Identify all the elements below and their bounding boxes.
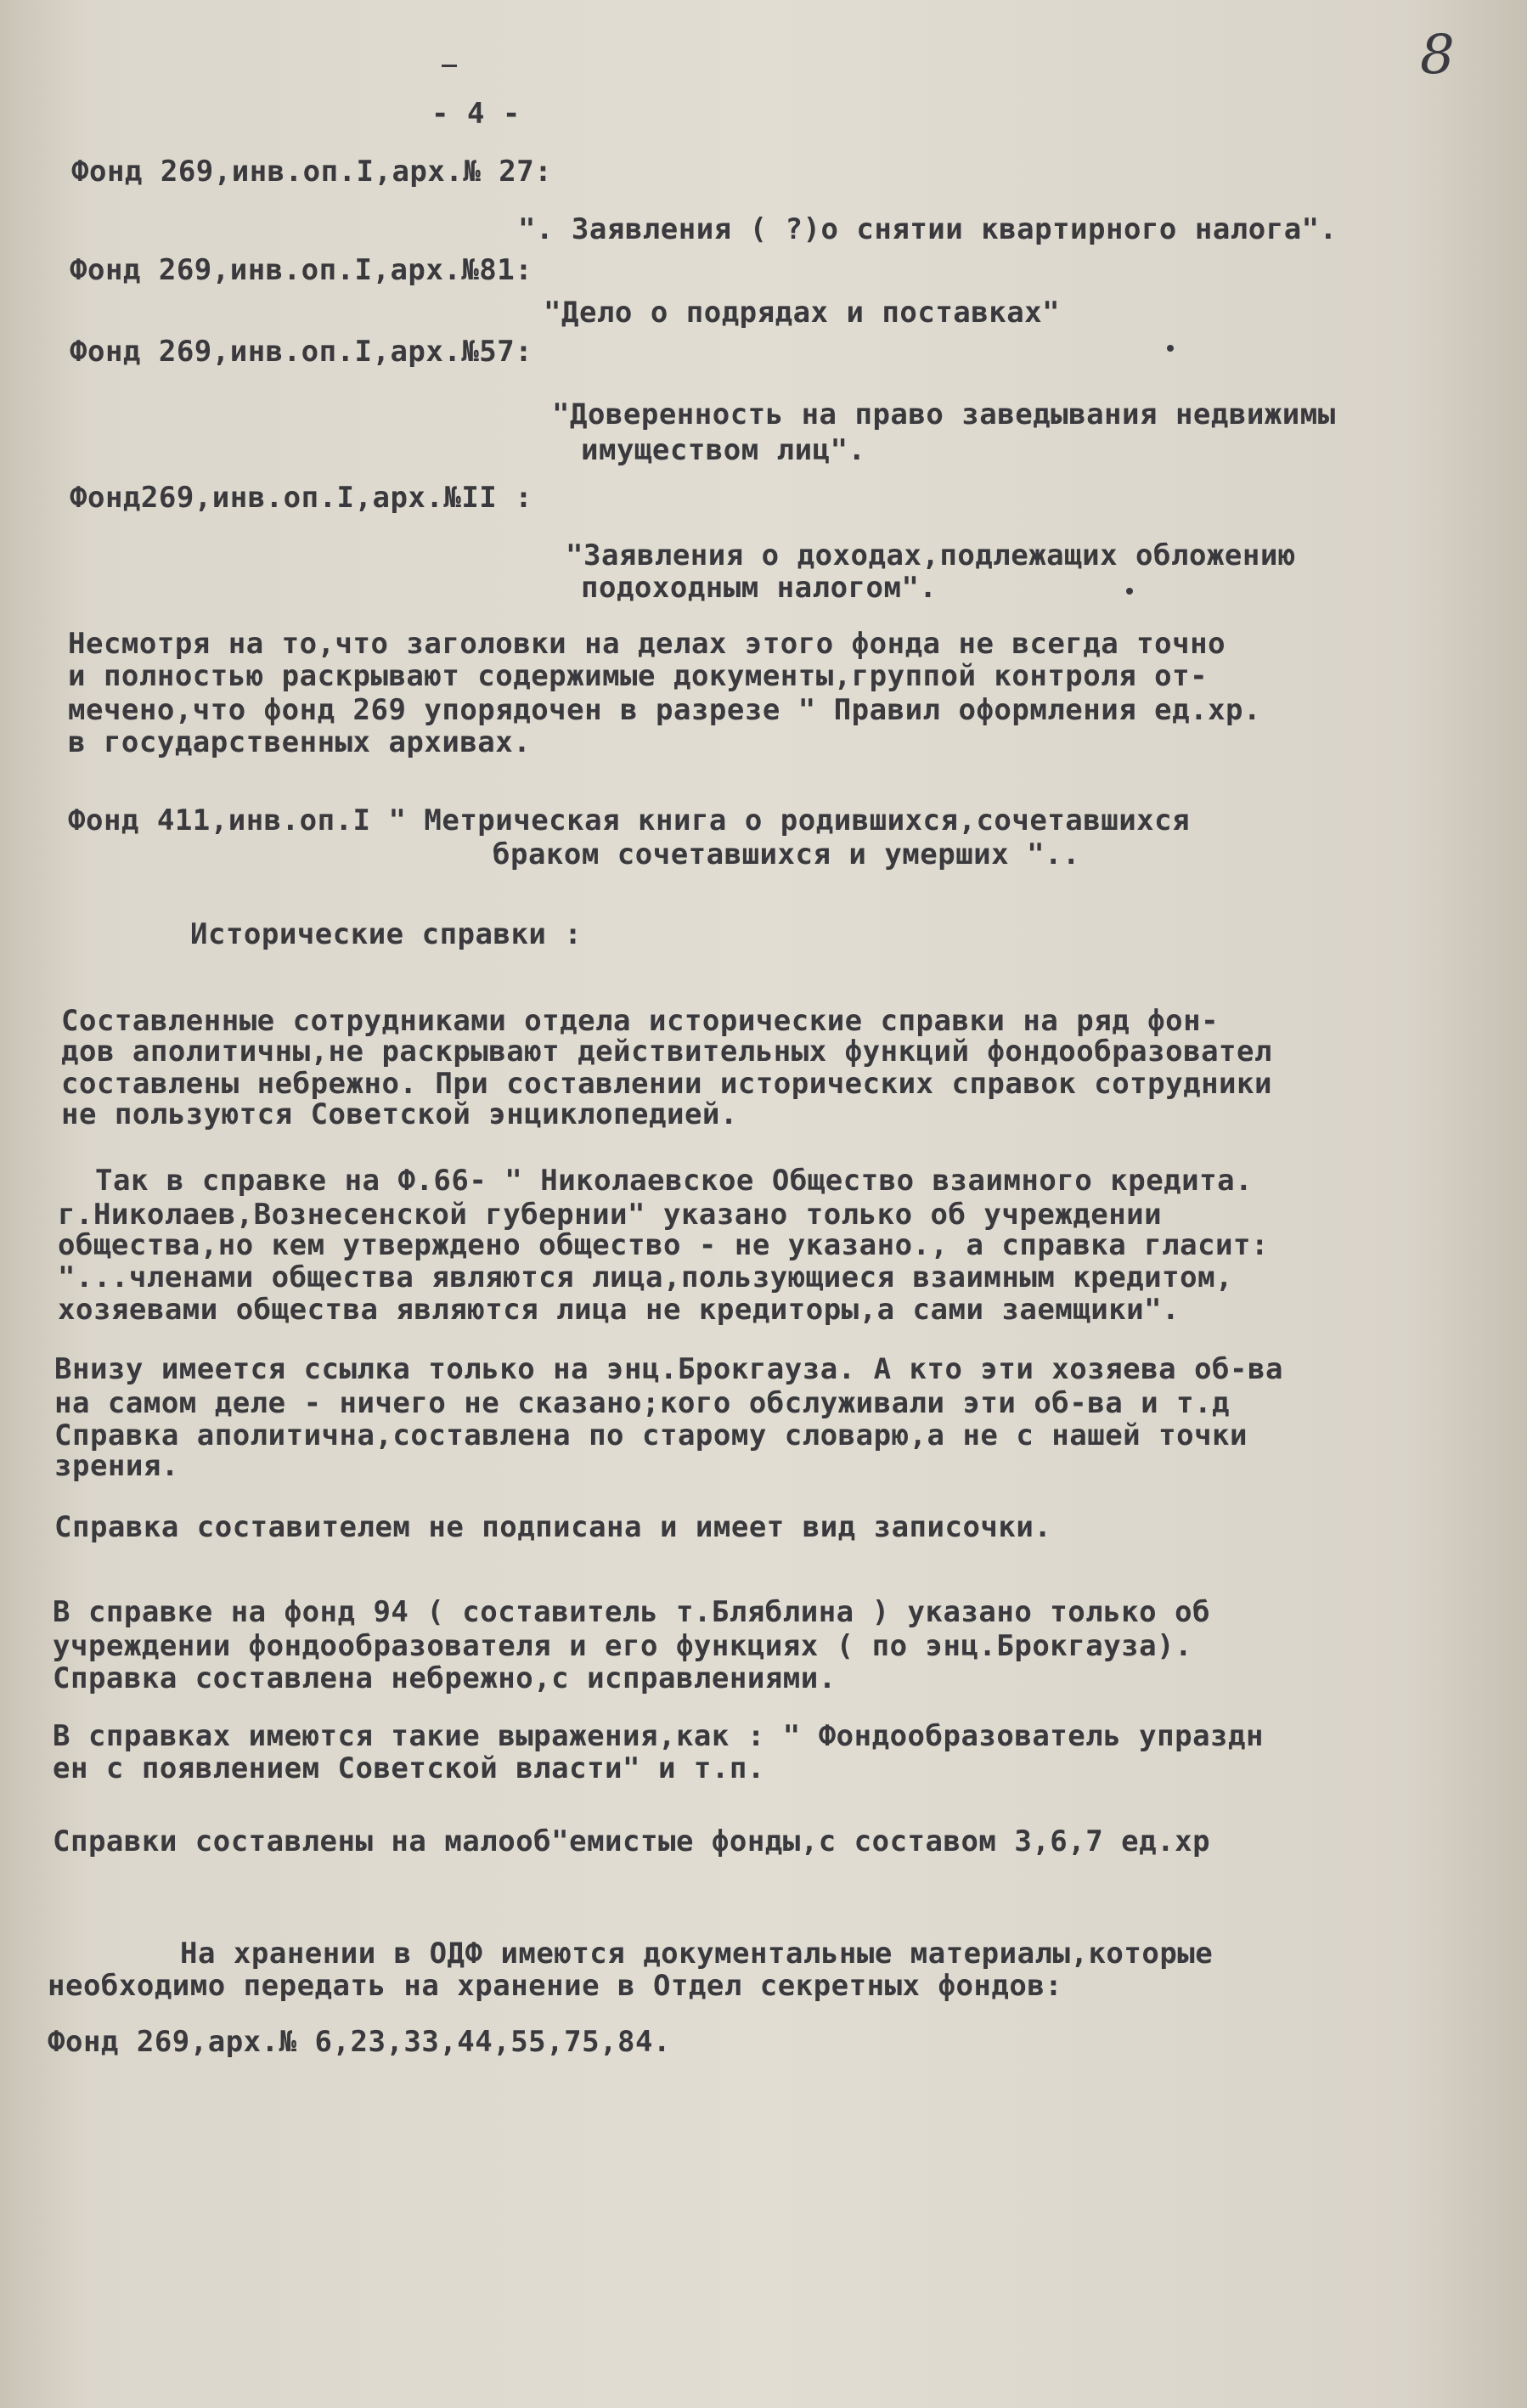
text-line: Справки составлены на малооб"емистые фонды,с составом 3,6,7 ед.хр: [53, 1824, 1211, 1858]
text-line: Фонд 269,инв.оп.I,арх.№81:: [70, 253, 533, 287]
text-line: Фонд 411,инв.оп.I " Метрическая книга о родившихся,сочетавшихся: [68, 804, 1191, 837]
text-line: мечено,что фонд 269 упорядочен в разрезе " Правил оформления ед.хр.: [68, 693, 1261, 727]
text-line: имуществом лиц".: [581, 433, 866, 467]
text-line: г.Николаев,Вознесенской губернии" указано только об учреждении: [58, 1198, 1163, 1232]
text-line: составлены небрежно. При составлении исторических справок сотрудники: [61, 1067, 1272, 1101]
text-line: В справке на фонд 94 ( составитель т.Бляблина ) указано только об: [53, 1595, 1211, 1629]
handwritten-page-number: 8: [1420, 24, 1455, 87]
text-line: Фонд 269,арх.№ 6,23,33,44,55,75,84.: [48, 2025, 671, 2059]
text-line: Справка составителем не подписана и имеет вид записочки.: [54, 1510, 1052, 1544]
text-line: "Дело о подрядах и поставках": [544, 296, 1061, 330]
text-line: Фонд 269,инв.оп.I,арх.№ 27:: [71, 155, 553, 189]
text-line: зрения.: [54, 1449, 179, 1483]
text-line: Фонд269,инв.оп.I,арх.№II :: [70, 481, 533, 515]
text-line: "...членами общества являются лица,пользующиеся взаимным кредитом,: [58, 1260, 1234, 1294]
text-line: Несмотря на то,что заголовки на делах этого фонда не всегда точно: [68, 627, 1226, 661]
text-line: не пользуются Советской энциклопедией.: [61, 1097, 738, 1131]
text-line: Фонд 269,инв.оп.I,арх.№57:: [70, 335, 533, 369]
text-line: общества,но кем утверждено общество - не указано., а справка гласит:: [58, 1228, 1269, 1262]
ink-dot: [1167, 345, 1174, 352]
text-line: подоходным налогом".: [581, 571, 938, 605]
text-line: Справка составлена небрежно,с исправлениями.: [53, 1661, 837, 1695]
ink-dot: [1126, 588, 1133, 595]
text-line: в государственных архивах.: [68, 725, 532, 759]
text-line: ен с появлением Советской власти" и т.п.: [53, 1751, 765, 1785]
text-line: "Заявления о доходах,подлежащих обложению: [566, 539, 1296, 572]
text-line: на самом деле - ничего не сказано;кого обслуживали эти об-ва и т.д: [54, 1386, 1231, 1420]
text-line: хозяевами общества являются лица не кредиторы,а сами заемщики".: [58, 1293, 1180, 1327]
text-line: Составленные сотрудниками отдела исторические справки на ряд фон-: [61, 1004, 1220, 1038]
section-heading: Исторические справки :: [190, 917, 583, 951]
page-number: - 4 -: [431, 97, 521, 131]
text-line: необходимо передать на хранение в Отдел секретных фондов:: [48, 1969, 1063, 2003]
text-line: Справка аполитична,составлена по старому словарю,а не с нашей точки: [54, 1418, 1248, 1452]
text-line: браком сочетавшихся и умерших "..: [493, 837, 1081, 871]
text-line: дов аполитичны,не раскрывают действительных функций фондообразовател: [61, 1035, 1272, 1069]
text-line: В справках имеются такие выражения,как : " Фондообразователь упраздн: [53, 1719, 1264, 1753]
text-line: Внизу имеется ссылка только на энц.Брокгауза. А кто эти хозяева об-ва: [54, 1352, 1283, 1386]
page-mark-dash: [442, 65, 457, 67]
text-line: Так в справке на Ф.66- " Николаевское Общество взаимного кредита.: [95, 1164, 1254, 1198]
text-line: и полностью раскрывают содержимые документы,группой контроля от-: [68, 659, 1209, 693]
text-line: "Доверенность на право заведывания недвижимы: [552, 398, 1336, 431]
text-line: учреждении фондообразователя и его функциях ( по энц.Брокгауза).: [53, 1629, 1193, 1663]
text-line: На хранении в ОДФ имеются документальные материалы,которые: [180, 1937, 1214, 1971]
text-line: ". Заявления ( ?)о снятии квартирного налога".: [518, 212, 1338, 246]
